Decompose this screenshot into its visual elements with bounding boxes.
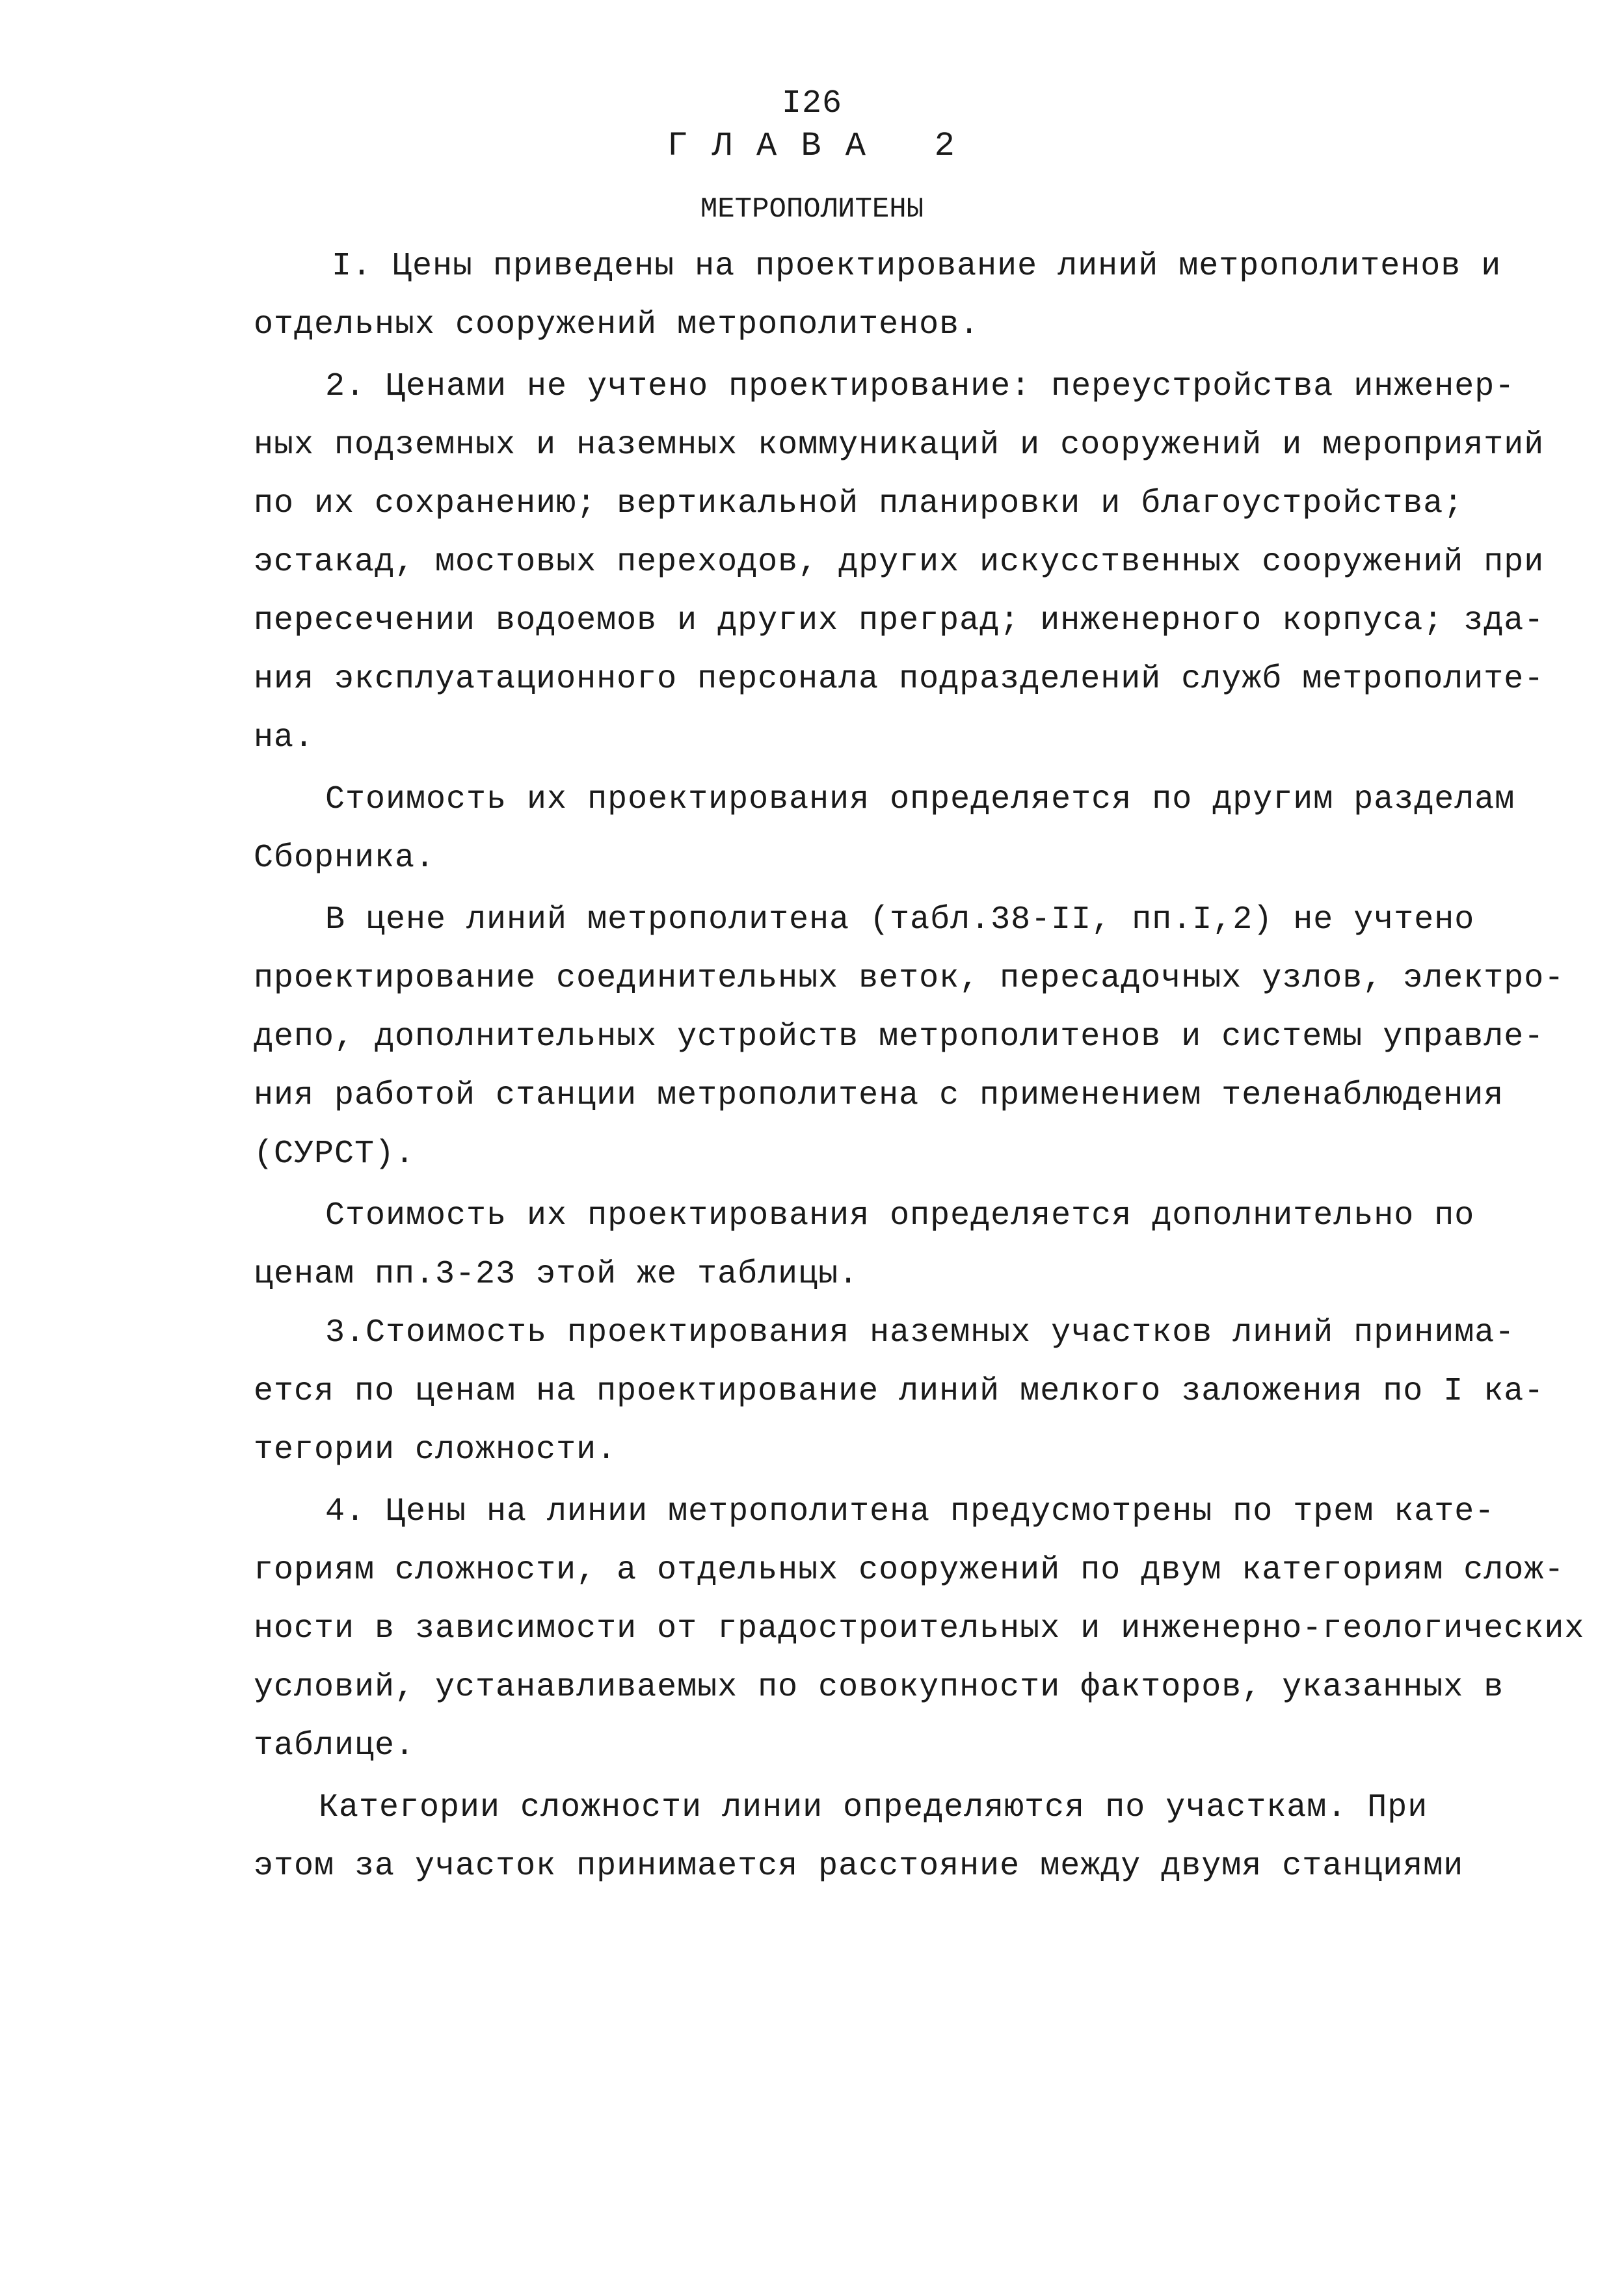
text-line: Сборника.	[254, 840, 436, 877]
text-line: ется по ценам на проектирование линий мелкого заложения по I ка-	[254, 1373, 1545, 1410]
page-number: I26	[781, 85, 842, 122]
text-line: Стоимость их проектирования определяется дополнительно по	[325, 1197, 1475, 1234]
text-line: В цене линий метрополитена (табл.38-II, пп.I,2) не учтено	[325, 901, 1475, 938]
text-line: ния работой станции метрополитена с применением теленаблюдения	[254, 1077, 1504, 1114]
text-line: (СУРСТ).	[254, 1136, 416, 1173]
text-line: 4. Цены на линии метрополитена предусмотрены по трем кате-	[325, 1493, 1495, 1530]
text-line: гориям сложности, а отдельных сооружений по двум категориям слож-	[254, 1552, 1565, 1589]
text-line: по их сохранению; вертикальной планировки и благоустройства;	[254, 485, 1464, 522]
text-line: эстакад, мостовых переходов, других искусственных сооружений при	[254, 544, 1545, 581]
text-line: Категории сложности линии определяются по участкам. При	[319, 1789, 1428, 1826]
text-line: ценам пп.3-23 этой же таблицы.	[254, 1256, 859, 1293]
text-line: таблице.	[254, 1727, 416, 1764]
text-line: условий, устанавливаемых по совокупности факторов, указанных в	[254, 1669, 1504, 1706]
text-line: 2. Ценами не учтено проектирование: переустройства инженер-	[325, 368, 1515, 405]
text-line: проектирование соединительных веток, пересадочных узлов, электро-	[254, 960, 1565, 997]
text-line: ности в зависимости от градостроительных и инженерно-геологических	[254, 1610, 1585, 1647]
text-line: ния эксплуатационного персонала подразделений служб метрополите-	[254, 661, 1545, 698]
text-line: пересечении водоемов и других преград; инженерного корпуса; зда-	[254, 602, 1545, 639]
text-line: этом за участок принимается расстояние между двумя станциями	[254, 1848, 1464, 1885]
text-line: I. Цены приведены на проектирование линий метрополитенов и	[332, 248, 1502, 285]
text-line: 3.Стоимость проектирования наземных участков линий принима-	[325, 1314, 1515, 1351]
text-line: тегории сложности.	[254, 1431, 617, 1469]
chapter-heading: Г Л А В А 2	[667, 127, 957, 165]
text-line: ных подземных и наземных коммуникаций и сооружений и мероприятий	[254, 427, 1545, 464]
text-line: на.	[254, 719, 315, 756]
text-line: Стоимость их проектирования определяется по другим разделам	[325, 781, 1515, 818]
section-title: МЕТРОПОЛИТЕНЫ	[700, 193, 924, 226]
text-line: депо, дополнительных устройств метрополитенов и системы управле-	[254, 1018, 1545, 1056]
text-line: отдельных сооружений метрополитенов.	[254, 306, 980, 343]
